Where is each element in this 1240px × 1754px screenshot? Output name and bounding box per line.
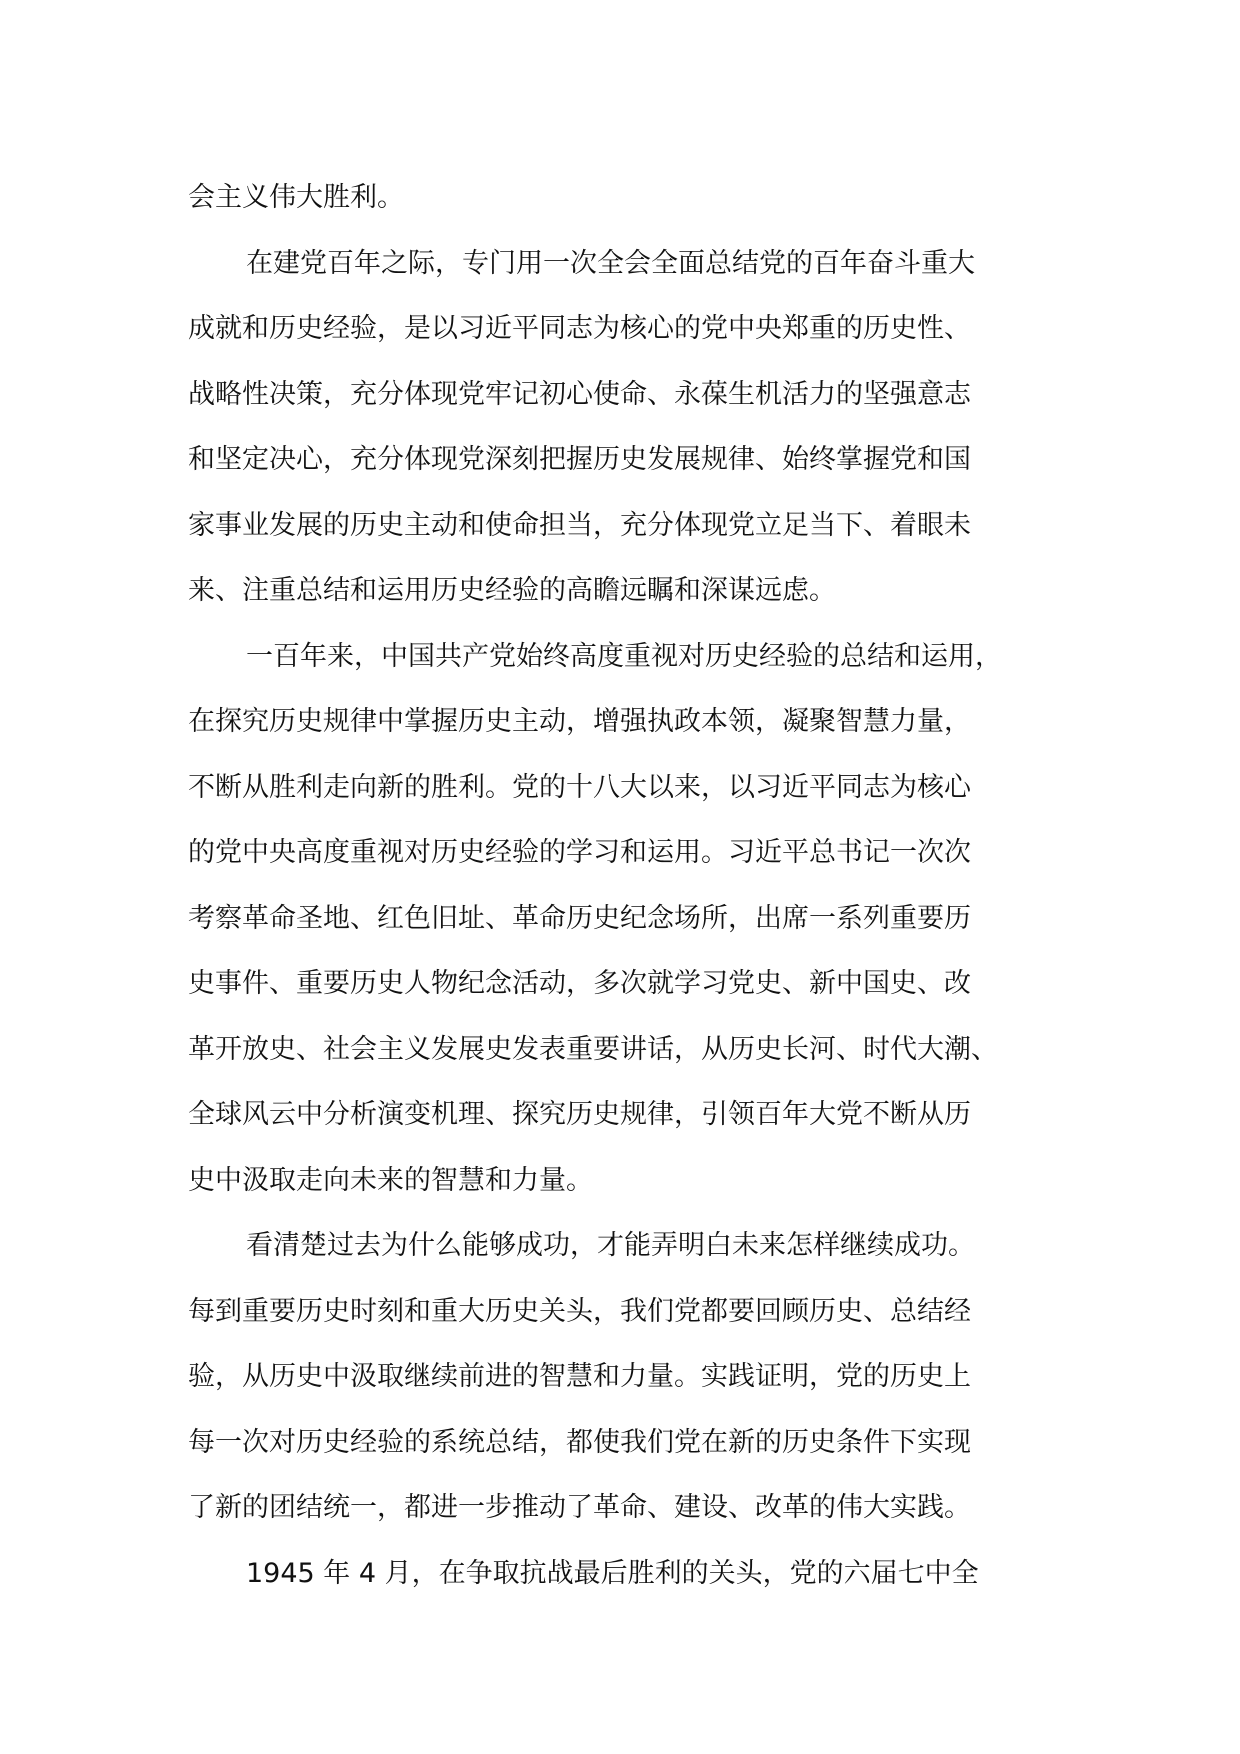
text-line: 不断从胜利走向新的胜利。党的十八大以来，以习近平同志为核心 (188, 771, 971, 803)
text-line: 在探究历史规律中掌握历史主动，增强执政本领，凝聚智慧力量， (188, 706, 971, 737)
paragraph (188, 1213, 1088, 1541)
text-line: 革开放史、社会主义发展史发表重要讲话，从历史长河、时代大潮、 (188, 1033, 998, 1065)
paragraph (188, 231, 1088, 624)
paragraph (188, 624, 1088, 1214)
text-line: 一百年来，中国共产党始终高度重视对历史经验的总结和运用， (246, 640, 1002, 672)
text-line: 家事业发展的历史主动和使命担当，充分体现党立足当下、着眼未 (188, 509, 971, 541)
text-line: 每一次对历史经验的系统总结，都使我们党在新的历史条件下实现 (188, 1426, 971, 1458)
text-line: 成就和历史经验，是以习近平同志为核心的党中央郑重的历史性、 (188, 313, 971, 344)
text-line: 每到重要历史时刻和重大历史关头，我们党都要回顾历史、总结经 (188, 1295, 971, 1327)
text-line: 的党中央高度重视对历史经验的学习和运用。习近平总书记一次次 (188, 837, 971, 868)
text-line: 在建党百年之际，专门用一次全会全面总结党的百年奋斗重大 (246, 247, 975, 279)
text-line: 来、注重总结和运用历史经验的高瞻远瞩和深谋远虑。 (188, 575, 836, 606)
text-line: 1945 年 4 月，在争取抗战最后胜利的关头，党的六届七中全 (246, 1557, 979, 1589)
text-line: 看清楚过去为什么能够成功，才能弄明白未来怎样继续成功。 (246, 1230, 975, 1261)
text-line: 史事件、重要历史人物纪念活动，多次就学习党史、新中国史、改 (188, 968, 971, 999)
text-line: 考察革命圣地、红色旧址、革命历史纪念场所，出席一系列重要历 (188, 902, 971, 934)
text-line: 全球风云中分析演变机理、探究历史规律，引领百年大党不断从历 (188, 1099, 971, 1130)
text-line: 史中汲取走向未来的智慧和力量。 (188, 1164, 593, 1196)
paragraph (188, 1541, 1088, 1607)
text-line: 战略性决策，充分体现党牢记初心使命、永葆生机活力的坚强意志 (188, 378, 971, 410)
paragraph (188, 165, 1088, 231)
body-text (188, 165, 1088, 1606)
text-line: 会主义伟大胜利。 (188, 182, 404, 213)
text-line: 了新的团结统一，都进一步推动了革命、建设、改革的伟大实践。 (188, 1492, 971, 1523)
text-line: 验，从历史中汲取继续前进的智慧和力量。实践证明，党的历史上 (188, 1361, 971, 1392)
text-line: 和坚定决心，充分体现党深刻把握历史发展规律、始终掌握党和国 (188, 444, 971, 475)
